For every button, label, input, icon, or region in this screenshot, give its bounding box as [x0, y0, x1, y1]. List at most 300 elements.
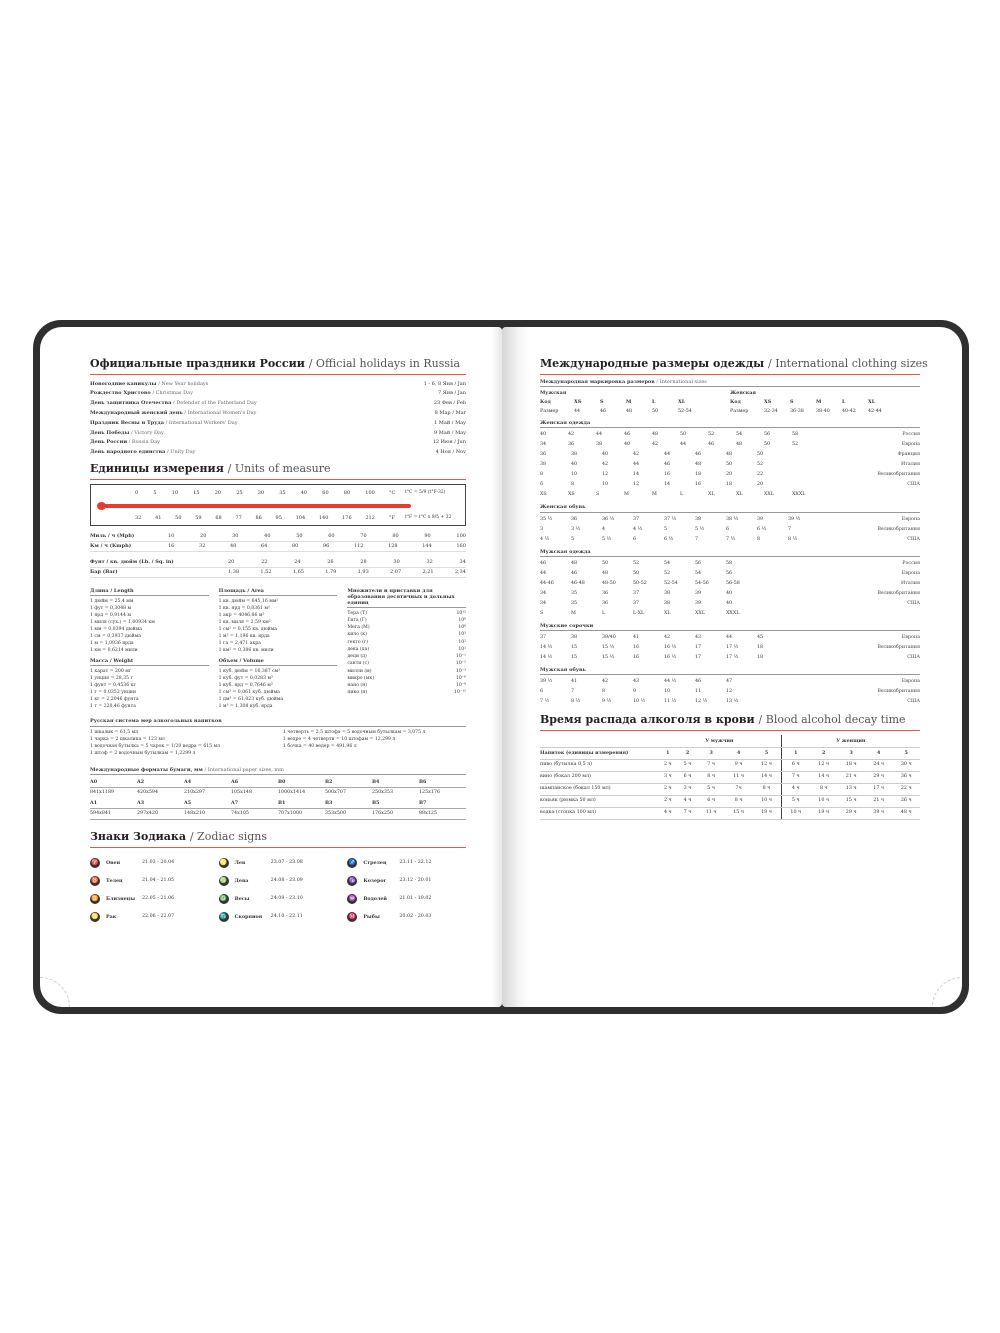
- zodiac-icon: ♏: [219, 912, 228, 920]
- clothing-size: 35: [571, 590, 578, 596]
- conversion-row: [90, 532, 466, 542]
- clothing-size: 50: [726, 462, 733, 468]
- decay-time: 11 ч: [697, 807, 725, 819]
- alcohol-row: [540, 807, 920, 819]
- zodiac-dates: 23.11 - 22.12: [399, 859, 432, 865]
- holiday-date: 1 Май / May: [434, 419, 466, 426]
- clothing-block-title: Женская одежда: [540, 420, 920, 428]
- conversion-value: 30: [393, 559, 400, 566]
- zodiac-name: Овен: [106, 859, 121, 866]
- clothing-size: 7 ½: [726, 536, 736, 542]
- decay-time: 29 ч: [837, 807, 865, 819]
- clothing-size: 34: [540, 442, 547, 448]
- prefix-value: 10⁻³: [455, 668, 467, 674]
- alcohol-decay-title: Время распада алкоголя в крови / Blood alcohol decay time: [540, 713, 920, 731]
- clothing-country: Европа: [901, 516, 920, 522]
- clothing-size: 12 ½: [695, 699, 708, 705]
- celsius-tick-label: 5: [153, 489, 157, 496]
- conversion-value: 24: [294, 559, 301, 566]
- spacer: [842, 389, 868, 398]
- clothing-size: 48: [726, 452, 733, 458]
- spacer: [816, 389, 842, 398]
- clothing-size: 6: [540, 482, 544, 488]
- conversion-value: 2,21: [422, 569, 434, 576]
- clothing-size: XXL: [695, 610, 706, 616]
- spacer: [868, 389, 894, 398]
- clothing-size: 36: [571, 516, 578, 522]
- decay-time: 3 ч: [678, 783, 698, 795]
- clothing-size: 39 ½: [540, 679, 553, 685]
- paper-title: Международные форматы бумаги, мм / International paper sizes, mm: [90, 767, 466, 775]
- clothing-size: 46: [540, 560, 547, 566]
- clothing-size: 36: [602, 600, 609, 606]
- clothing-size: 40: [726, 590, 733, 596]
- prefix-row: [347, 682, 466, 689]
- clothing-size: XXL: [764, 492, 775, 498]
- paper-format: B3: [325, 798, 372, 809]
- zodiac-icon: ♉: [91, 876, 99, 884]
- holidays-list: [90, 379, 466, 457]
- alcohol-measures-title: Русская система мер алкогольных напитков: [90, 718, 466, 726]
- alcohol-row: [540, 795, 920, 807]
- holiday-name: [90, 439, 416, 445]
- spacer: [626, 389, 652, 398]
- men-size: 46: [600, 409, 607, 414]
- alcohol-header-row: [540, 747, 920, 759]
- clothing-size: 56: [764, 432, 771, 438]
- clothing-block-title: Женская обувь: [540, 504, 920, 512]
- decay-time: 12 ч: [810, 759, 838, 771]
- decay-time: 10 ч: [810, 795, 838, 807]
- celsius-tick-label: 30: [257, 489, 265, 496]
- mass-item: 1 кг = 2,2046 фунта: [90, 697, 139, 703]
- clothing-size: 37: [633, 590, 640, 596]
- size-code: L: [652, 399, 656, 405]
- prefix-value: 10¹: [458, 646, 467, 652]
- zodiac-icon: ♊: [91, 894, 99, 902]
- clothing-row: [540, 687, 920, 697]
- clothing-country: Италия: [901, 462, 920, 468]
- length-item: 1 см = 0,3937 дюйма: [90, 634, 142, 640]
- decay-time: 19 ч: [810, 807, 838, 819]
- clothing-cells: [540, 537, 820, 543]
- women-size: 40-42: [842, 409, 856, 414]
- zodiac-name: Близнецы: [106, 895, 136, 902]
- holiday-date: 4 Ноя / Nov: [435, 449, 466, 456]
- alcohol-measures-left: [90, 729, 273, 757]
- prefix-row: [347, 639, 466, 646]
- alcohol-measure-item: 1 ведро = 4 четверти = 10 штофам = 12,299 л: [283, 736, 396, 742]
- clothing-size: 54-56: [695, 580, 709, 586]
- length-list: [90, 598, 209, 654]
- holiday-name: [90, 381, 416, 387]
- clothing-size: 38: [695, 516, 702, 522]
- paper-size: 105x148: [231, 789, 253, 795]
- paper-format: A7: [231, 798, 278, 809]
- clothing-size: 46: [695, 679, 702, 685]
- clothing-country: США: [907, 655, 920, 660]
- clothing-cells: [540, 699, 820, 705]
- clothing-size: XL: [664, 610, 671, 616]
- length-item: 1 дюйм = 25,4 мм: [90, 599, 134, 605]
- women-size: 36-38: [790, 409, 804, 414]
- clothing-size: 58: [726, 560, 733, 566]
- clothing-block: [540, 549, 920, 619]
- holiday-row: [90, 428, 466, 438]
- clothing-size: 44: [633, 462, 640, 468]
- clothing-size: L: [602, 610, 606, 616]
- conversion-value: 50: [296, 533, 303, 540]
- decay-time: 36 ч: [892, 771, 920, 783]
- conversion-value: 2,07: [390, 569, 402, 576]
- decay-time: 9 ч: [725, 759, 753, 771]
- clothing-cells: [540, 482, 820, 488]
- fahrenheit-tick-label: 59: [195, 514, 202, 521]
- clothing-country: Россия: [902, 432, 920, 438]
- decay-time: 21 ч: [865, 795, 893, 807]
- paper-size: 841x1189: [90, 789, 115, 795]
- clothing-size: 50: [680, 432, 687, 438]
- clothing-size: XXXL: [726, 610, 740, 616]
- conversion-value: 30: [232, 533, 239, 540]
- length-item: 1 миля (сух.) = 1,60934 км: [90, 620, 155, 626]
- clothing-size: XL: [736, 492, 743, 498]
- conversion-label: Бар (Bar): [90, 569, 118, 576]
- spacer: [600, 389, 626, 398]
- prefix-value: 10¹²: [456, 610, 467, 616]
- conversion-values: [168, 543, 466, 549]
- holiday-name-en: / Russia Day: [128, 439, 160, 446]
- size-code: XS: [574, 399, 582, 405]
- left-page: [40, 327, 502, 1007]
- men-label: Мужская: [540, 390, 567, 396]
- zodiac-dates: 23.07 - 23.08: [270, 859, 303, 865]
- clothing-size: 41: [633, 635, 640, 640]
- clothing-cells: [540, 655, 820, 661]
- clothing-size: 42: [652, 442, 659, 448]
- zodiac-sign: [90, 890, 209, 908]
- holiday-row: [90, 418, 466, 428]
- length-item: 1 м = 1,0936 ярда: [90, 641, 134, 647]
- clothing-cells: [540, 611, 820, 617]
- portion-count: 5: [892, 747, 920, 759]
- zodiac-icon: ♒: [348, 894, 357, 902]
- paper-size: 297x420: [137, 810, 159, 816]
- clothing-size: 34: [540, 600, 547, 606]
- volume-item: 1 см³ = 0,061 куб. дюйма: [218, 690, 280, 696]
- clothing-cells: [540, 689, 820, 695]
- conversion-value: 160: [456, 543, 466, 550]
- zodiac-sign: [347, 890, 466, 908]
- holiday-name-ru: День России: [90, 439, 128, 446]
- clothing-block: [540, 504, 920, 544]
- clothing-size: 39/40: [602, 635, 616, 640]
- clothing-size: 39: [757, 516, 764, 522]
- clothing-size: 38 ½: [726, 516, 739, 522]
- clothing-size: 42: [633, 452, 640, 458]
- zodiac-icon: ♑: [348, 876, 357, 884]
- clothing-size: 50-52: [633, 580, 647, 586]
- clothing-size: 43: [633, 679, 640, 685]
- zodiac-icon: ♎: [219, 894, 228, 902]
- clothing-size: 6: [633, 536, 637, 542]
- clothing-size: 7: [571, 689, 575, 695]
- celsius-tick-label: 15: [193, 489, 200, 496]
- clothing-size: 8: [540, 472, 544, 478]
- paper-format: B4: [372, 777, 419, 788]
- clothing-size: 34: [540, 590, 547, 596]
- fahrenheit-tick-label: 50: [175, 514, 182, 521]
- clothing-size: 7: [788, 526, 792, 532]
- clothing-size: 45: [757, 635, 764, 640]
- conversion-values: [168, 559, 466, 565]
- conversion-label: Км / ч (Kmph): [90, 543, 132, 550]
- prefix-row: [347, 610, 466, 617]
- clothing-size: 5 ½: [695, 526, 705, 532]
- paper-size: 176x250: [372, 810, 394, 816]
- spacer: [574, 389, 600, 398]
- alcohol-measures-right: [283, 729, 466, 757]
- clothing-size: M: [624, 492, 629, 498]
- clothing-size: 4: [602, 526, 606, 532]
- paper-size: 74x105: [231, 810, 249, 816]
- decay-time: 13 ч: [837, 783, 865, 795]
- zodiac-name: Телец: [106, 877, 123, 884]
- zodiac-icon: ♌: [219, 858, 228, 866]
- clothing-block-title: Мужские сорочки: [540, 623, 920, 631]
- paper-format: B7: [419, 798, 466, 809]
- clothing-size: 5: [664, 526, 668, 532]
- area-item: 1 см² = 0,155 кв. дюйма: [218, 627, 278, 633]
- volume-item: 1 м³ = 1,308 куб. ярда: [218, 704, 273, 710]
- clothing-size: 52: [757, 462, 764, 468]
- units-title: Единицы измерения / Units of measure: [90, 462, 466, 480]
- clothing-size: 4 ½: [540, 536, 550, 542]
- clothing-size: 48: [736, 442, 743, 448]
- zodiac-name: Рыбы: [363, 913, 380, 920]
- prefix-value: 10⁻⁶: [455, 675, 467, 681]
- men-size: 44: [574, 409, 581, 414]
- clothing-cells: [540, 517, 820, 523]
- size-code: XS: [764, 399, 772, 405]
- clothing-country: США: [907, 536, 920, 542]
- spacer: [540, 735, 658, 747]
- clothing-country: Великобритания: [877, 526, 920, 532]
- clothing-size: 18: [757, 655, 764, 660]
- clothing-row: [540, 633, 920, 643]
- size-label: Размер: [540, 409, 559, 414]
- clothing-size: 6: [540, 689, 544, 695]
- clothing-size: 36: [602, 590, 609, 596]
- prefix-row: [347, 660, 466, 667]
- zodiac-sign: [347, 908, 466, 926]
- zodiac-name: Рак: [106, 913, 117, 920]
- prefix-name: милли (м): [347, 668, 372, 674]
- prefix-name: кило (к): [347, 632, 367, 638]
- clothing-size: 37: [540, 635, 547, 640]
- clothing-size: 42: [664, 635, 671, 640]
- decay-time: 39 ч: [865, 807, 893, 819]
- clothing-country: Европа: [901, 570, 920, 576]
- conversion-row: [90, 558, 466, 568]
- clothing-size: 48: [695, 462, 702, 468]
- alcohol-measure-item: 1 чарка = 2 шкалика = 123 мл: [90, 736, 165, 742]
- portion-count: 3: [837, 747, 865, 759]
- clothing-size: 46: [708, 442, 715, 448]
- fahrenheit-tick-label: 140: [318, 514, 329, 521]
- prefix-name: гекто (г): [347, 639, 369, 645]
- clothing-row: [540, 589, 920, 599]
- drink-name: пиво (бутылка 0,5 л): [540, 759, 658, 771]
- decay-time: 48 ч: [892, 807, 920, 819]
- clothing-size: L-XL: [633, 610, 645, 616]
- decay-time: 7 ч: [697, 759, 725, 771]
- spacer: [894, 407, 920, 416]
- clothing-size: M: [571, 610, 576, 616]
- decay-time: 10 ч: [781, 807, 810, 819]
- zodiac-sign: [347, 854, 466, 872]
- alcohol-row: [540, 783, 920, 795]
- zodiac-dates: 21.04 - 21.05: [142, 877, 175, 883]
- women-label: Женская: [730, 390, 756, 396]
- portion-count: 1: [781, 747, 810, 759]
- decay-time: 7 ч: [781, 771, 810, 783]
- clothing-country: Россия: [902, 560, 920, 566]
- clothing-cells: [540, 601, 820, 607]
- clothing-size: 12: [633, 482, 640, 488]
- zodiac-dates: 20.02 - 20.03: [399, 913, 432, 919]
- decay-time: 6 ч: [697, 795, 725, 807]
- clothing-size: 52-54: [664, 580, 678, 586]
- clothing-cells: [540, 581, 820, 587]
- clothing-row: [540, 525, 920, 535]
- clothing-size: 46: [624, 432, 631, 438]
- conversion-value: 32: [198, 543, 206, 550]
- decay-time: 22 ч: [892, 783, 920, 795]
- spacer: [652, 389, 678, 398]
- zodiac-name: Дева: [234, 877, 249, 884]
- clothing-country: Италия: [901, 580, 920, 586]
- paper-format: B0: [278, 777, 325, 788]
- length-item: 1 ярд = 0,9144 м: [90, 613, 131, 619]
- zodiac-name: Водолей: [363, 895, 387, 902]
- clothing-row: [540, 460, 920, 470]
- holiday-name-en: / International Workers' Day: [165, 419, 238, 426]
- conversion-value: 40: [264, 533, 271, 540]
- clothing-size: 50: [633, 570, 640, 576]
- prefix-name: Мега (М): [347, 625, 370, 631]
- alcohol-group-row: [540, 735, 920, 747]
- prefix-row: [347, 689, 466, 696]
- holiday-name-ru: Международный женский день: [90, 409, 183, 416]
- zodiac-icon: ♋: [91, 912, 99, 920]
- clothing-size: 6 ½: [757, 526, 767, 532]
- length-item: 1 км = 0,6214 мили: [90, 648, 138, 654]
- conversion-value: 2,34: [454, 569, 466, 576]
- volume-item: 1 дм³ = 61,023 куб. дюйма: [218, 697, 284, 703]
- clothing-cells: [540, 452, 820, 458]
- clothing-cells: [540, 635, 820, 641]
- clothing-tables: [540, 420, 920, 707]
- prefix-name: нано (н): [347, 682, 368, 688]
- clothing-size: 54: [695, 570, 702, 576]
- clothing-size: 52: [633, 560, 640, 566]
- fahrenheit-tick-label: 77: [235, 514, 242, 521]
- clothing-size: 46-48: [571, 580, 585, 586]
- decay-time: 19 ч: [752, 807, 781, 819]
- clothing-size: 44-46: [540, 580, 554, 586]
- clothing-size: 47: [726, 679, 733, 685]
- zodiac-name: Лев: [234, 859, 246, 866]
- alcohol-measure-item: 1 штоф = 2 водочным бутылкам = 1,2299 л: [90, 750, 196, 756]
- paper-size: 420x594: [137, 789, 159, 795]
- holiday-name: [90, 390, 416, 396]
- clothing-size: 40: [726, 600, 733, 606]
- conversion-value: 64: [260, 543, 268, 550]
- zodiac-icon: ♈: [91, 858, 99, 866]
- holiday-name-ru: День защитника Отечества: [90, 400, 172, 407]
- clothing-size: 20: [726, 472, 733, 478]
- alcohol-measure-item: 1 водочная бутылка = 5 чарок = 1/20 ведра = 615 мл: [90, 743, 221, 749]
- zodiac-name: Скорпион: [234, 913, 263, 920]
- clothing-size: 46: [664, 462, 671, 468]
- conversion-value: 16: [168, 543, 175, 550]
- conversion-value: 48: [229, 543, 237, 550]
- paper-format: B5: [372, 798, 419, 809]
- fahrenheit-tick-label: 41: [155, 514, 162, 521]
- decay-time: 7ч: [725, 783, 753, 795]
- women-group-label: У женщин: [781, 735, 920, 747]
- prefix-name: дека (да): [347, 646, 370, 652]
- holiday-name: [90, 410, 416, 416]
- drink-header: Напиток (единицы измерения): [540, 747, 658, 759]
- celsius-formula: t°C = 5/9 (t°F-32): [405, 489, 446, 495]
- men-size: 48: [626, 409, 633, 414]
- clothing-size: 36: [568, 442, 575, 448]
- decay-time: 7 ч: [678, 807, 698, 819]
- clothing-size: 50: [757, 452, 764, 458]
- celsius-unit: °C: [389, 489, 396, 496]
- alcohol-measure-item: 1 четверть = 2,5 штофа = 5 водочным бутылкам = 3,075 л: [283, 729, 426, 735]
- clothing-cells: [540, 527, 820, 533]
- prefix-value: 10⁻¹²: [454, 690, 467, 696]
- paper-size: 1000x1414: [278, 789, 306, 795]
- decay-time: 14 ч: [810, 771, 838, 783]
- size-code: M: [626, 399, 632, 405]
- conversion-value: 1,38: [228, 569, 240, 576]
- conversion-value: 100: [456, 533, 466, 540]
- clothing-size: 50: [602, 560, 609, 566]
- holiday-name-en: / Defender of the Fatherland Day: [172, 400, 257, 407]
- area-item: 1 кв. ярд = 0,8361 м²: [218, 606, 270, 612]
- decay-time: 15 ч: [725, 807, 753, 819]
- decay-time: 8 ч: [810, 783, 838, 795]
- size-code: M: [816, 399, 822, 405]
- conversion-value: 28: [360, 559, 367, 566]
- portion-count: 4: [725, 747, 753, 759]
- conversion-value: 1,79: [325, 569, 337, 576]
- area-item: 1 м² = 1,196 кв. ярда: [218, 634, 270, 640]
- clothing-size: 39: [695, 590, 702, 596]
- volume-item: 1 куб. дюйм = 16,387 см³: [218, 669, 281, 675]
- holiday-name-ru: Праздник Весны и Труда: [90, 419, 165, 426]
- paper-size: 353x500: [325, 810, 347, 816]
- clothing-size: 44: [540, 570, 547, 576]
- holiday-date: 7 Янв / Jan: [437, 390, 466, 397]
- clothing-size: 22: [757, 472, 764, 478]
- clothing-size: 17 ½: [726, 655, 739, 660]
- clothing-size: 48: [602, 570, 609, 576]
